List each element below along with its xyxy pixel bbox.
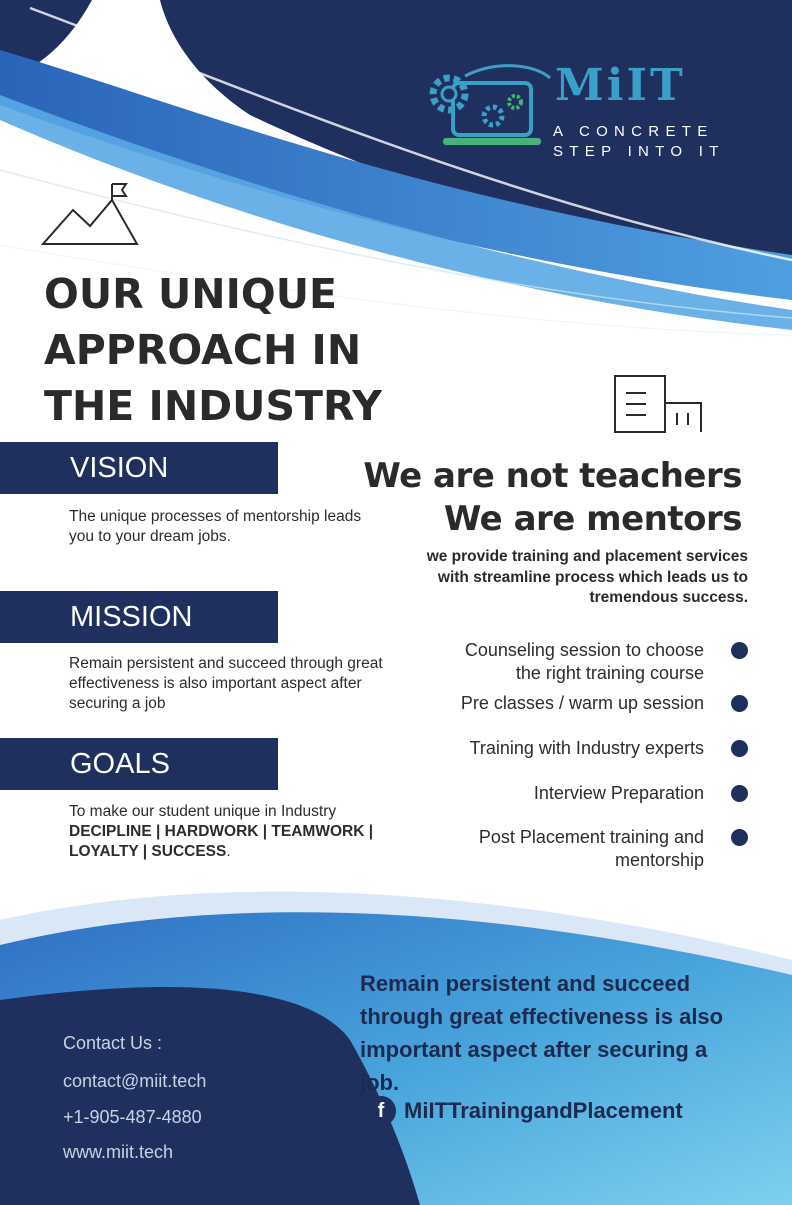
brand-name: MiIT (555, 60, 686, 111)
mentor-description: we provide training and placement services with streamline process which leads us to tremendous success. (426, 548, 748, 606)
contact-website[interactable]: www.miit.tech (63, 1142, 174, 1162)
service-item-post-placement: Post Placement training and mentorship (478, 827, 704, 870)
vision-text: The unique processes of mentorship leads you to your dream jobs. (69, 508, 362, 545)
vision-heading: VISION (0, 442, 278, 494)
service-item-pre-classes: Pre classes / warm up session (460, 693, 704, 713)
goals-values-end: . (226, 843, 231, 860)
goals-text: To make our student unique in Industry (69, 803, 337, 820)
facebook-handle[interactable]: MiITTrainingandPlacement (404, 1098, 683, 1123)
mentor-heading: We are not teachers We are mentors (363, 456, 742, 539)
bullet-dot (731, 642, 748, 659)
service-item-training: Training with Industry experts (469, 738, 704, 758)
facebook-icon[interactable]: f (366, 1096, 396, 1126)
mission-text: Remain persistent and succeed through great effectiveness is also important aspect after securing a job (69, 655, 383, 712)
buildings-icon (612, 373, 704, 435)
goals-block (69, 802, 414, 862)
page-title: OUR UNIQUE APPROACH IN THE INDUSTRY (44, 270, 382, 430)
miit-logo-icon (425, 58, 555, 158)
mountain-flag-icon (40, 182, 140, 248)
bullet-dot (731, 829, 748, 846)
brand-tagline: A CONCRETE STEP INTO IT (553, 123, 725, 160)
service-item-interview: Interview Preparation (533, 783, 704, 803)
bullet-dot (731, 695, 748, 712)
bullet-dot (731, 740, 748, 757)
bullet-dot (731, 785, 748, 802)
mission-heading: MISSION (0, 591, 278, 643)
promo-text: Remain persistent and succeed through great effectiveness is also important aspect after securing a job. (360, 971, 724, 1095)
contact-label: Contact Us : (63, 1033, 163, 1053)
goals-values: DECIPLINE | HARDWORK | TEAMWORK | LOYALTY | SUCCESS (69, 823, 374, 860)
contact-phone[interactable]: +1-905-487-4880 (63, 1107, 202, 1127)
contact-email[interactable]: contact@miit.tech (63, 1071, 207, 1091)
goals-heading: GOALS (0, 738, 278, 790)
service-item-counseling: Counseling session to choose the right training course (464, 640, 704, 683)
